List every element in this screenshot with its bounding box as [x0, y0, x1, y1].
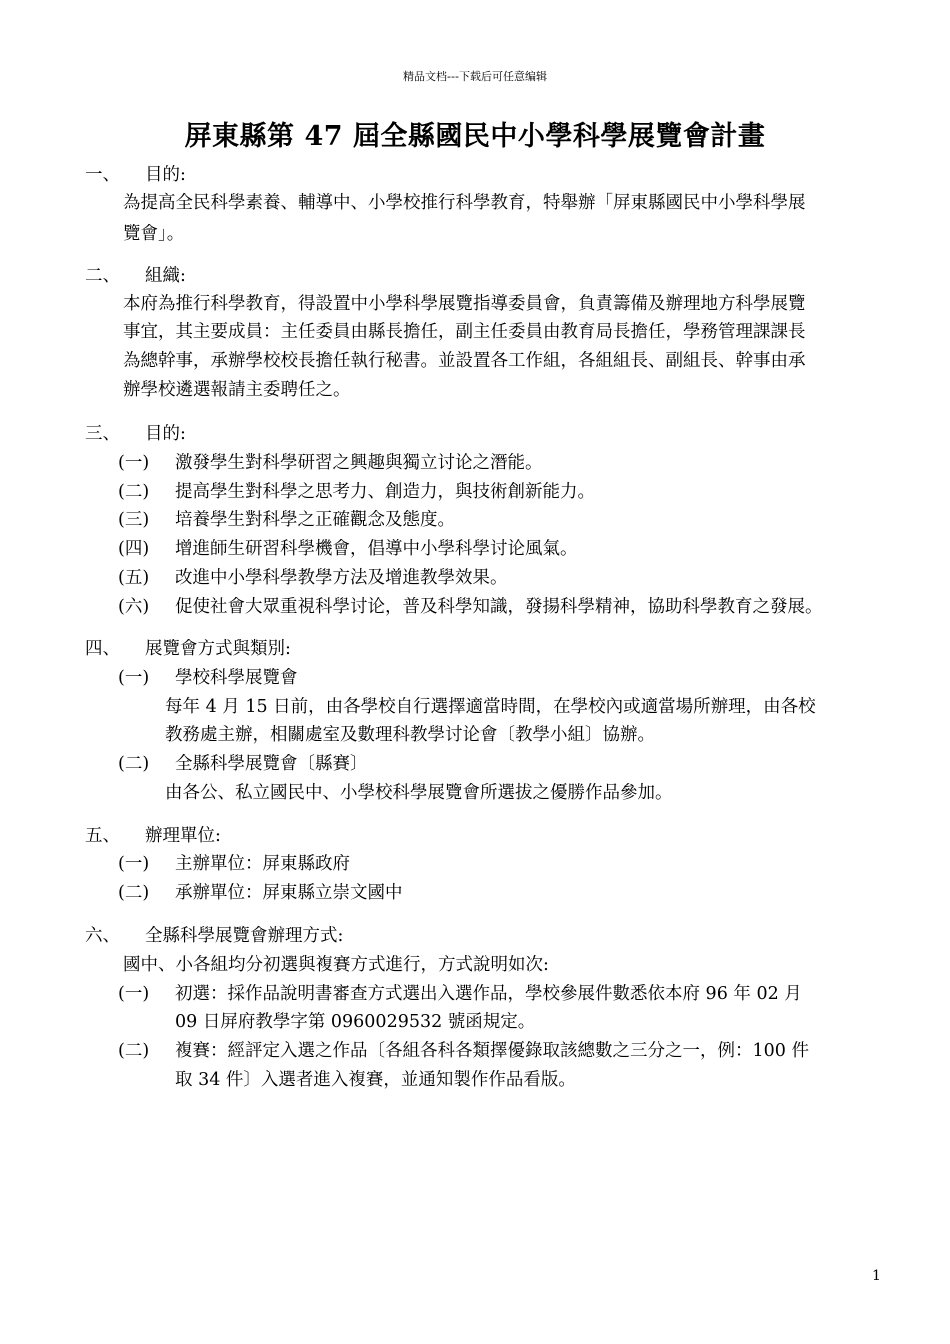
section-2-paragraph-line: 事宜，其主要成員：主任委員由縣長擔任，副主任委員由教育局長擔任，學務管理課課長	[123, 322, 806, 342]
section-6-item-line: 初選：採作品說明書審查方式選出入選作品，學校參展件數悉依本府 96 年 02 月	[175, 984, 802, 1004]
section-6-intro: 國中、小各組均分初選與複賽方式進行，方式說明如次:	[123, 955, 549, 975]
section-5-item-text: 主辦單位：屏東縣政府	[175, 854, 350, 874]
section-6-item-number: (二)	[118, 1041, 150, 1061]
section-3-item-number: (二)	[118, 482, 150, 502]
section-6-item-line: 09 日屏府教學字第 0960029532 號函規定。	[175, 1012, 536, 1032]
section-5-item-number: (二)	[118, 883, 150, 903]
document-title: 屏東縣第 47 屆全縣國民中小學科學展覽會計畫	[184, 121, 766, 152]
page-number: 1	[872, 1268, 881, 1284]
section-3-item-number: (四)	[118, 539, 150, 559]
section-3-item-text: 促使社會大眾重視科學讨论，普及科學知識，發揚科學精神，協助科學教育之發展。	[175, 597, 823, 617]
section-5-item-number: (一)	[118, 854, 150, 874]
section-4-item-body-line: 每年 4 月 15 日前，由各學校自行選擇適當時間，在學校內或適當場所辦理，由各校	[165, 697, 816, 717]
section-3-item-number: (六)	[118, 597, 150, 617]
section-3-item-number: (三)	[118, 510, 150, 530]
section-5-heading: 辦理單位:	[145, 826, 221, 846]
section-2-heading: 組織:	[145, 266, 186, 286]
section-1-paragraph-line: 為提高全民科學素養、輔導中、小學校推行科學教育，特舉辦「屏東縣國民中小學科學展	[123, 193, 806, 213]
section-2-number: 二、	[85, 266, 120, 286]
section-6-heading: 全縣科學展覽會辦理方式:	[145, 926, 344, 946]
section-3-item-text: 培養學生對科學之正確觀念及態度。	[175, 510, 455, 530]
section-2-paragraph-line: 本府為推行科學教育，得設置中小學科學展覽指導委員會，負責籌備及辦理地方科學展覽	[123, 294, 806, 314]
section-3-item-text: 提高學生對科學之思考力、創造力，與技術創新能力。	[175, 482, 595, 502]
section-1-heading: 目的:	[145, 165, 186, 185]
section-6-item-line: 複賽：經評定入選之作品〔各組各科各類擇優錄取該總數之三分之一，例：100 件	[175, 1041, 809, 1061]
section-4-item-title: 學校科學展覽會	[175, 668, 298, 688]
section-6-number: 六、	[85, 926, 120, 946]
section-4-item-number: (一)	[118, 668, 150, 688]
section-6-item-number: (一)	[118, 984, 150, 1004]
section-4-item-body-line: 教務處主辦，相關處室及數理科教學讨论會〔教學小組〕協辦。	[165, 725, 655, 745]
section-3-item-text: 增進師生研習科學機會，倡導中小學科學讨论風氣。	[175, 539, 578, 559]
section-1-paragraph-line: 覽會」。	[123, 224, 185, 244]
section-3-number: 三、	[85, 424, 120, 444]
section-3-item-text: 改進中小學科學教學方法及增進教學效果。	[175, 568, 508, 588]
section-3-item-number: (一)	[118, 453, 150, 473]
section-4-item-number: (二)	[118, 754, 150, 774]
section-3-item-text: 激發學生對科學研習之興趣與獨立讨论之潛能。	[175, 453, 543, 473]
section-4-number: 四、	[85, 639, 120, 659]
section-3-heading: 目的:	[145, 424, 186, 444]
section-4-item-body-line: 由各公、私立國民中、小學校科學展覽會所選拔之優勝作品參加。	[165, 783, 673, 803]
header-note: 精品文档---下载后可任意编辑	[403, 70, 547, 83]
section-4-heading: 展覽會方式與類別:	[145, 639, 291, 659]
section-6-item-line: 取 34 件〕入選者進入複賽，並通知製作作品看版。	[175, 1070, 576, 1090]
section-5-item-text: 承辦單位：屏東縣立崇文國中	[175, 883, 403, 903]
section-2-paragraph-line: 辦學校遴選報請主委聘任之。	[123, 380, 351, 400]
section-4-item-title: 全縣科學展覽會〔縣賽〕	[175, 754, 368, 774]
section-1-number: 一、	[85, 165, 120, 185]
section-2-paragraph-line: 為總幹事，承辦學校校長擔任執行秘書。並設置各工作組，各組組長、副組長、幹事由承	[123, 351, 806, 371]
section-3-item-number: (五)	[118, 568, 150, 588]
section-5-number: 五、	[85, 826, 120, 846]
